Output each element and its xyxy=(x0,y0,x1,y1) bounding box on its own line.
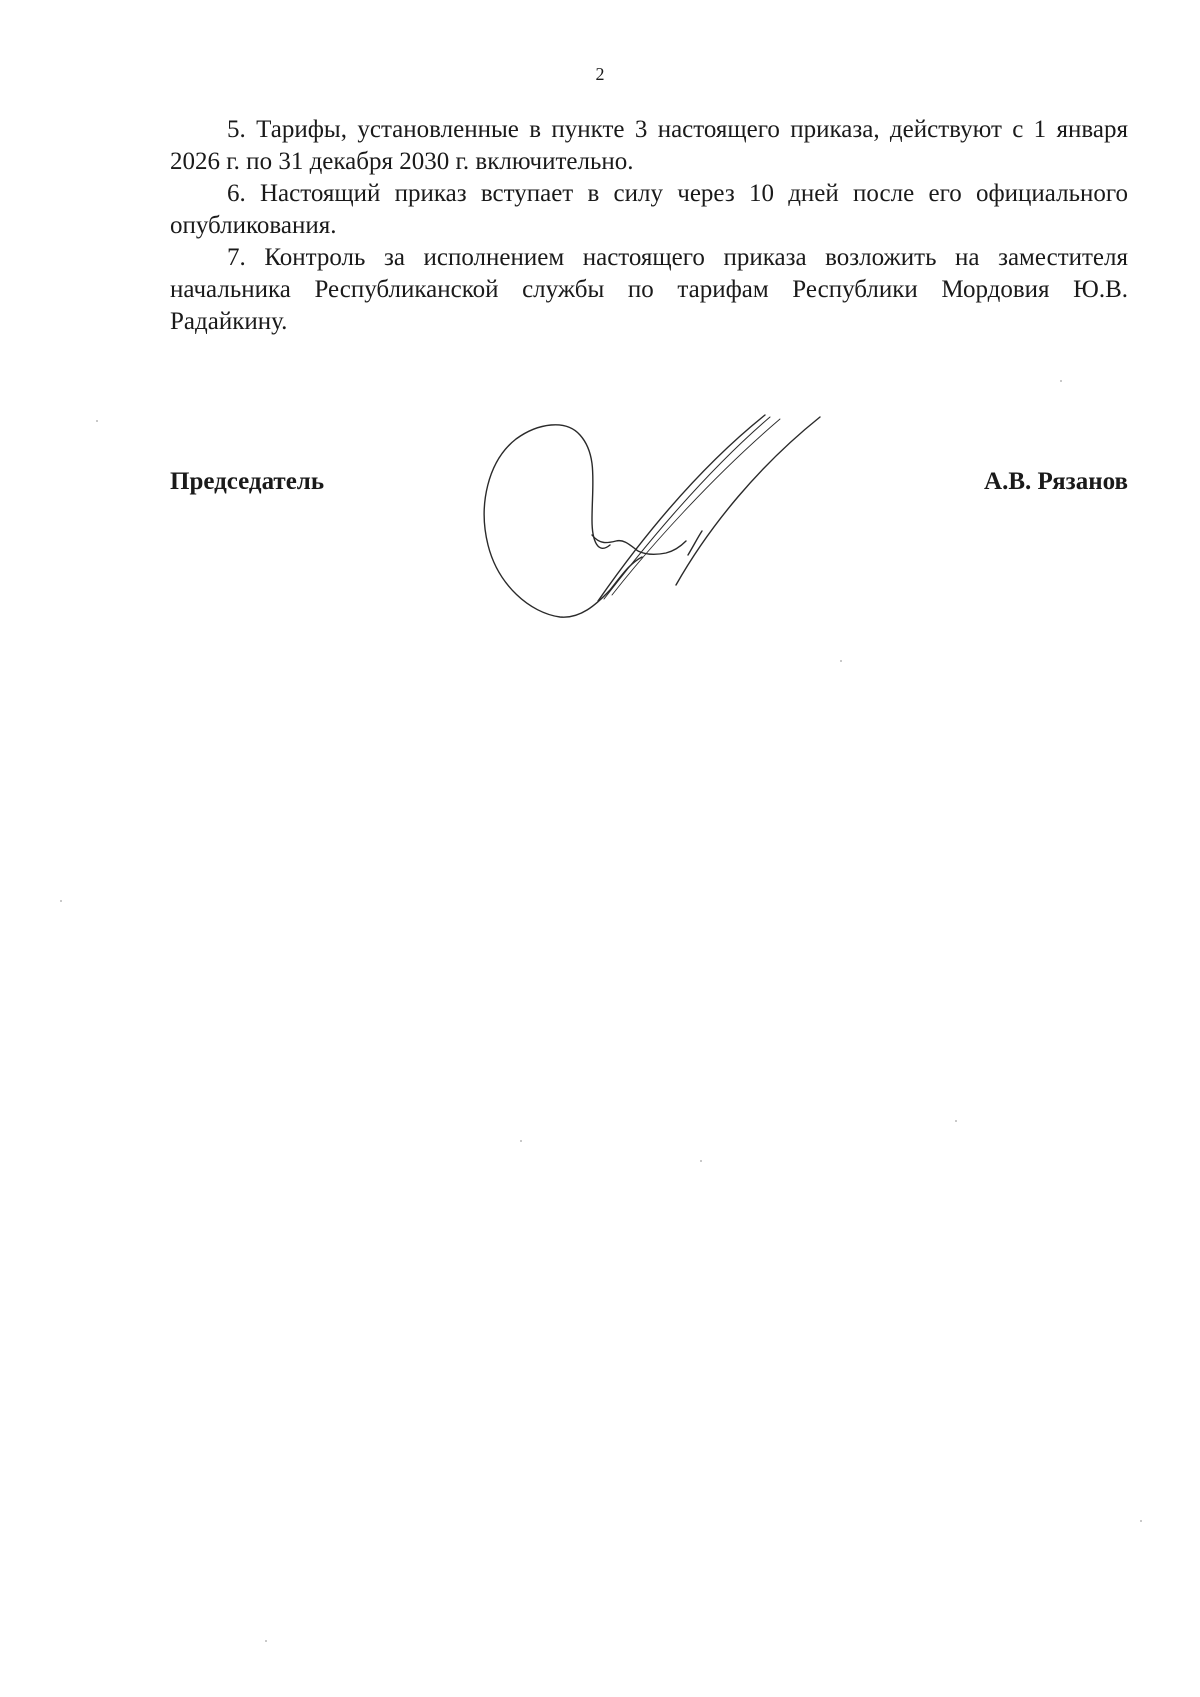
scan-speck xyxy=(96,420,98,422)
scan-speck xyxy=(700,1160,702,1162)
paragraph-5: 5. Тарифы, установленные в пункте 3 настоящего приказа, действуют с 1 января 2026 г. по 31 декабря 2030 г. включительно. xyxy=(170,116,1128,175)
scan-speck xyxy=(1140,1520,1142,1522)
scan-speck xyxy=(520,1140,522,1142)
scan-speck xyxy=(955,1120,957,1122)
document-body xyxy=(170,114,1128,338)
signatory-title: Председатель xyxy=(170,468,325,495)
scan-speck xyxy=(840,660,842,662)
paragraph-6: 6. Настоящий приказ вступает в силу через 10 дней после его официального опубликования. xyxy=(170,180,1128,239)
page-number: 2 xyxy=(595,64,605,84)
scan-speck xyxy=(265,1640,267,1642)
signature-loop-stroke xyxy=(484,425,642,617)
signature-tail-flick xyxy=(688,531,702,555)
signature-block xyxy=(170,468,1128,508)
scan-speck xyxy=(1060,380,1062,382)
signatory-name: А.В. Рязанов xyxy=(984,468,1128,495)
handwritten-signature xyxy=(480,405,860,630)
scan-speck xyxy=(60,900,62,902)
paragraph-7: 7. Контроль за исполнением настоящего приказа возложить на заместителя начальника Республиканской службы по тарифам Республики Мордовия Ю.В. Радайкину. xyxy=(170,244,1128,335)
